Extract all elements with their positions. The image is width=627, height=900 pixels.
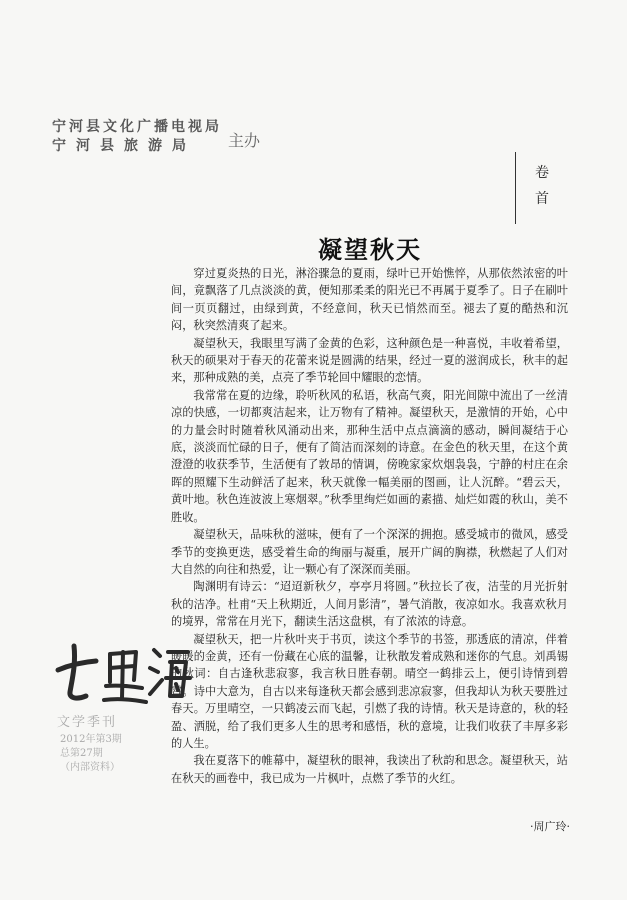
section-label <box>532 160 552 212</box>
article-paragraph: 凝望秋天，把一片秋叶夹于书页，读这个季节的书签，那透底的清凉，伴着暖暖的金黄，还有一份藏在心底的温馨，让秋散发着成熟和迷你的气息。刘禹锡的秋词：自古逢秋悲寂寥，我言秋日胜春朝。晴空一鹤排云上，便引诗情到碧霄。诗中大意为，自古以来每逢秋天都会感到悲凉寂寥，但我却认为秋天要胜过春天。万里晴空，一只鹤凌云而飞起，引燃了我的诗情。秋天是诗意的，秋的轻盈、洒脱，给了我们更多人生的思考和感悟，秋的意境，让我们收获了丰厚多彩的人生。 <box>171 632 568 750</box>
sponsor-suffix: 主办 <box>228 131 261 150</box>
issue-total: 总第27期 <box>60 748 103 759</box>
section-divider <box>515 152 516 224</box>
article-paragraph: 我常常在夏的边缘，聆听秋风的私语，秋高气爽，阳光间隙中流出了一丝清凉的快感，一切都爽洁起来，让万物有了精神。凝望秋天，是激情的开始，心中的力量会时时随着秋风涌动出来，那种生活中点点滴滴的感动，瞬间凝结于心底，淡淡而忙碌的日子，便有了简洁而深刻的诗意。在金色的秋天里，在这个黄澄澄的收获季节，生活便有了敦昂的情调，傍晚家家炊烟袅袅，宁静的村庄在余晖的照耀下生动鲜活了起来，秋天就像一幅美丽的图画，让人沉醉。“碧云天，黄叶地。秋色连波波上寒烟翠。”秋季里绚烂如画的素描、灿烂如霞的秋山，美不胜收。 <box>171 388 568 524</box>
article-title: 凝望秋天 <box>318 235 422 264</box>
magazine-issue-info <box>60 733 122 775</box>
article-paragraph: 我在夏落下的帷幕中，凝望秋的眼神，我读出了秋韵和思念。凝望秋天，站在秋天的画卷中，我已成为一片枫叶，点燃了季节的火红。 <box>171 754 568 785</box>
magazine-name: 文学季刊 <box>57 715 118 730</box>
sponsor-block <box>52 118 222 156</box>
article-paragraph: 穿过夏炎热的日光，淋浴骤急的夏雨，绿叶已开始憔悴，从那依然浓密的叶间，竟飘落了几点淡淡的黄，便知那柔柔的阳光已不再属于夏季了。日子在刷叶间一页页翻过，由绿到黄，不经意间，秋天已悄然而至。褪去了夏的酷热和沉闷，秋突然清爽了起来。 <box>171 267 568 333</box>
section-label-char-2: 首 <box>535 191 549 207</box>
article-body <box>171 265 568 787</box>
article-paragraph: 凝望秋天，品味秋的滋味，便有了一个深深的拥抱。感受城市的微风，感受季节的变换更迭，感受着生命的绚丽与凝重，展开广阔的胸襟，秋燃起了人们对大自然的向往和热爱，让一颗心有了深深而美丽。 <box>171 528 568 576</box>
article-author: ·周广玲· <box>530 820 570 833</box>
issue-note: （内部资料） <box>60 762 120 773</box>
sponsor-org-culture-bureau: 宁河县文化广播电视局 <box>52 119 222 135</box>
calligraphy-logo <box>52 640 192 708</box>
article-paragraph: 凝望秋天，我眼里写满了金黄的色彩，这种颜色是一种喜悦，丰收着希望，秋天的硕果对于春天的花蕾来说是圆满的结果，经过一夏的滋润成长，秋丰的起来，那种成熟的美，点亮了季节轮回中耀眼的恋情。 <box>171 336 568 385</box>
section-label-char-1: 卷 <box>535 165 549 181</box>
sponsor-org-tourism-bureau: 宁河县旅游局 <box>52 138 196 154</box>
issue-number: 2012年第3期 <box>60 734 122 745</box>
article-paragraph: 陶渊明有诗云：“迢迢新秋夕，亭亭月将圆。”秋拉长了夜，洁莹的月光折射秋的洁净。杜甫“天上秋期近，人间月影清”，暑气消散，夜凉如水。我喜欢秋月的境界，常常在月光下，翻读生活这盘棋，有了浓浓的诗意。 <box>171 580 568 629</box>
